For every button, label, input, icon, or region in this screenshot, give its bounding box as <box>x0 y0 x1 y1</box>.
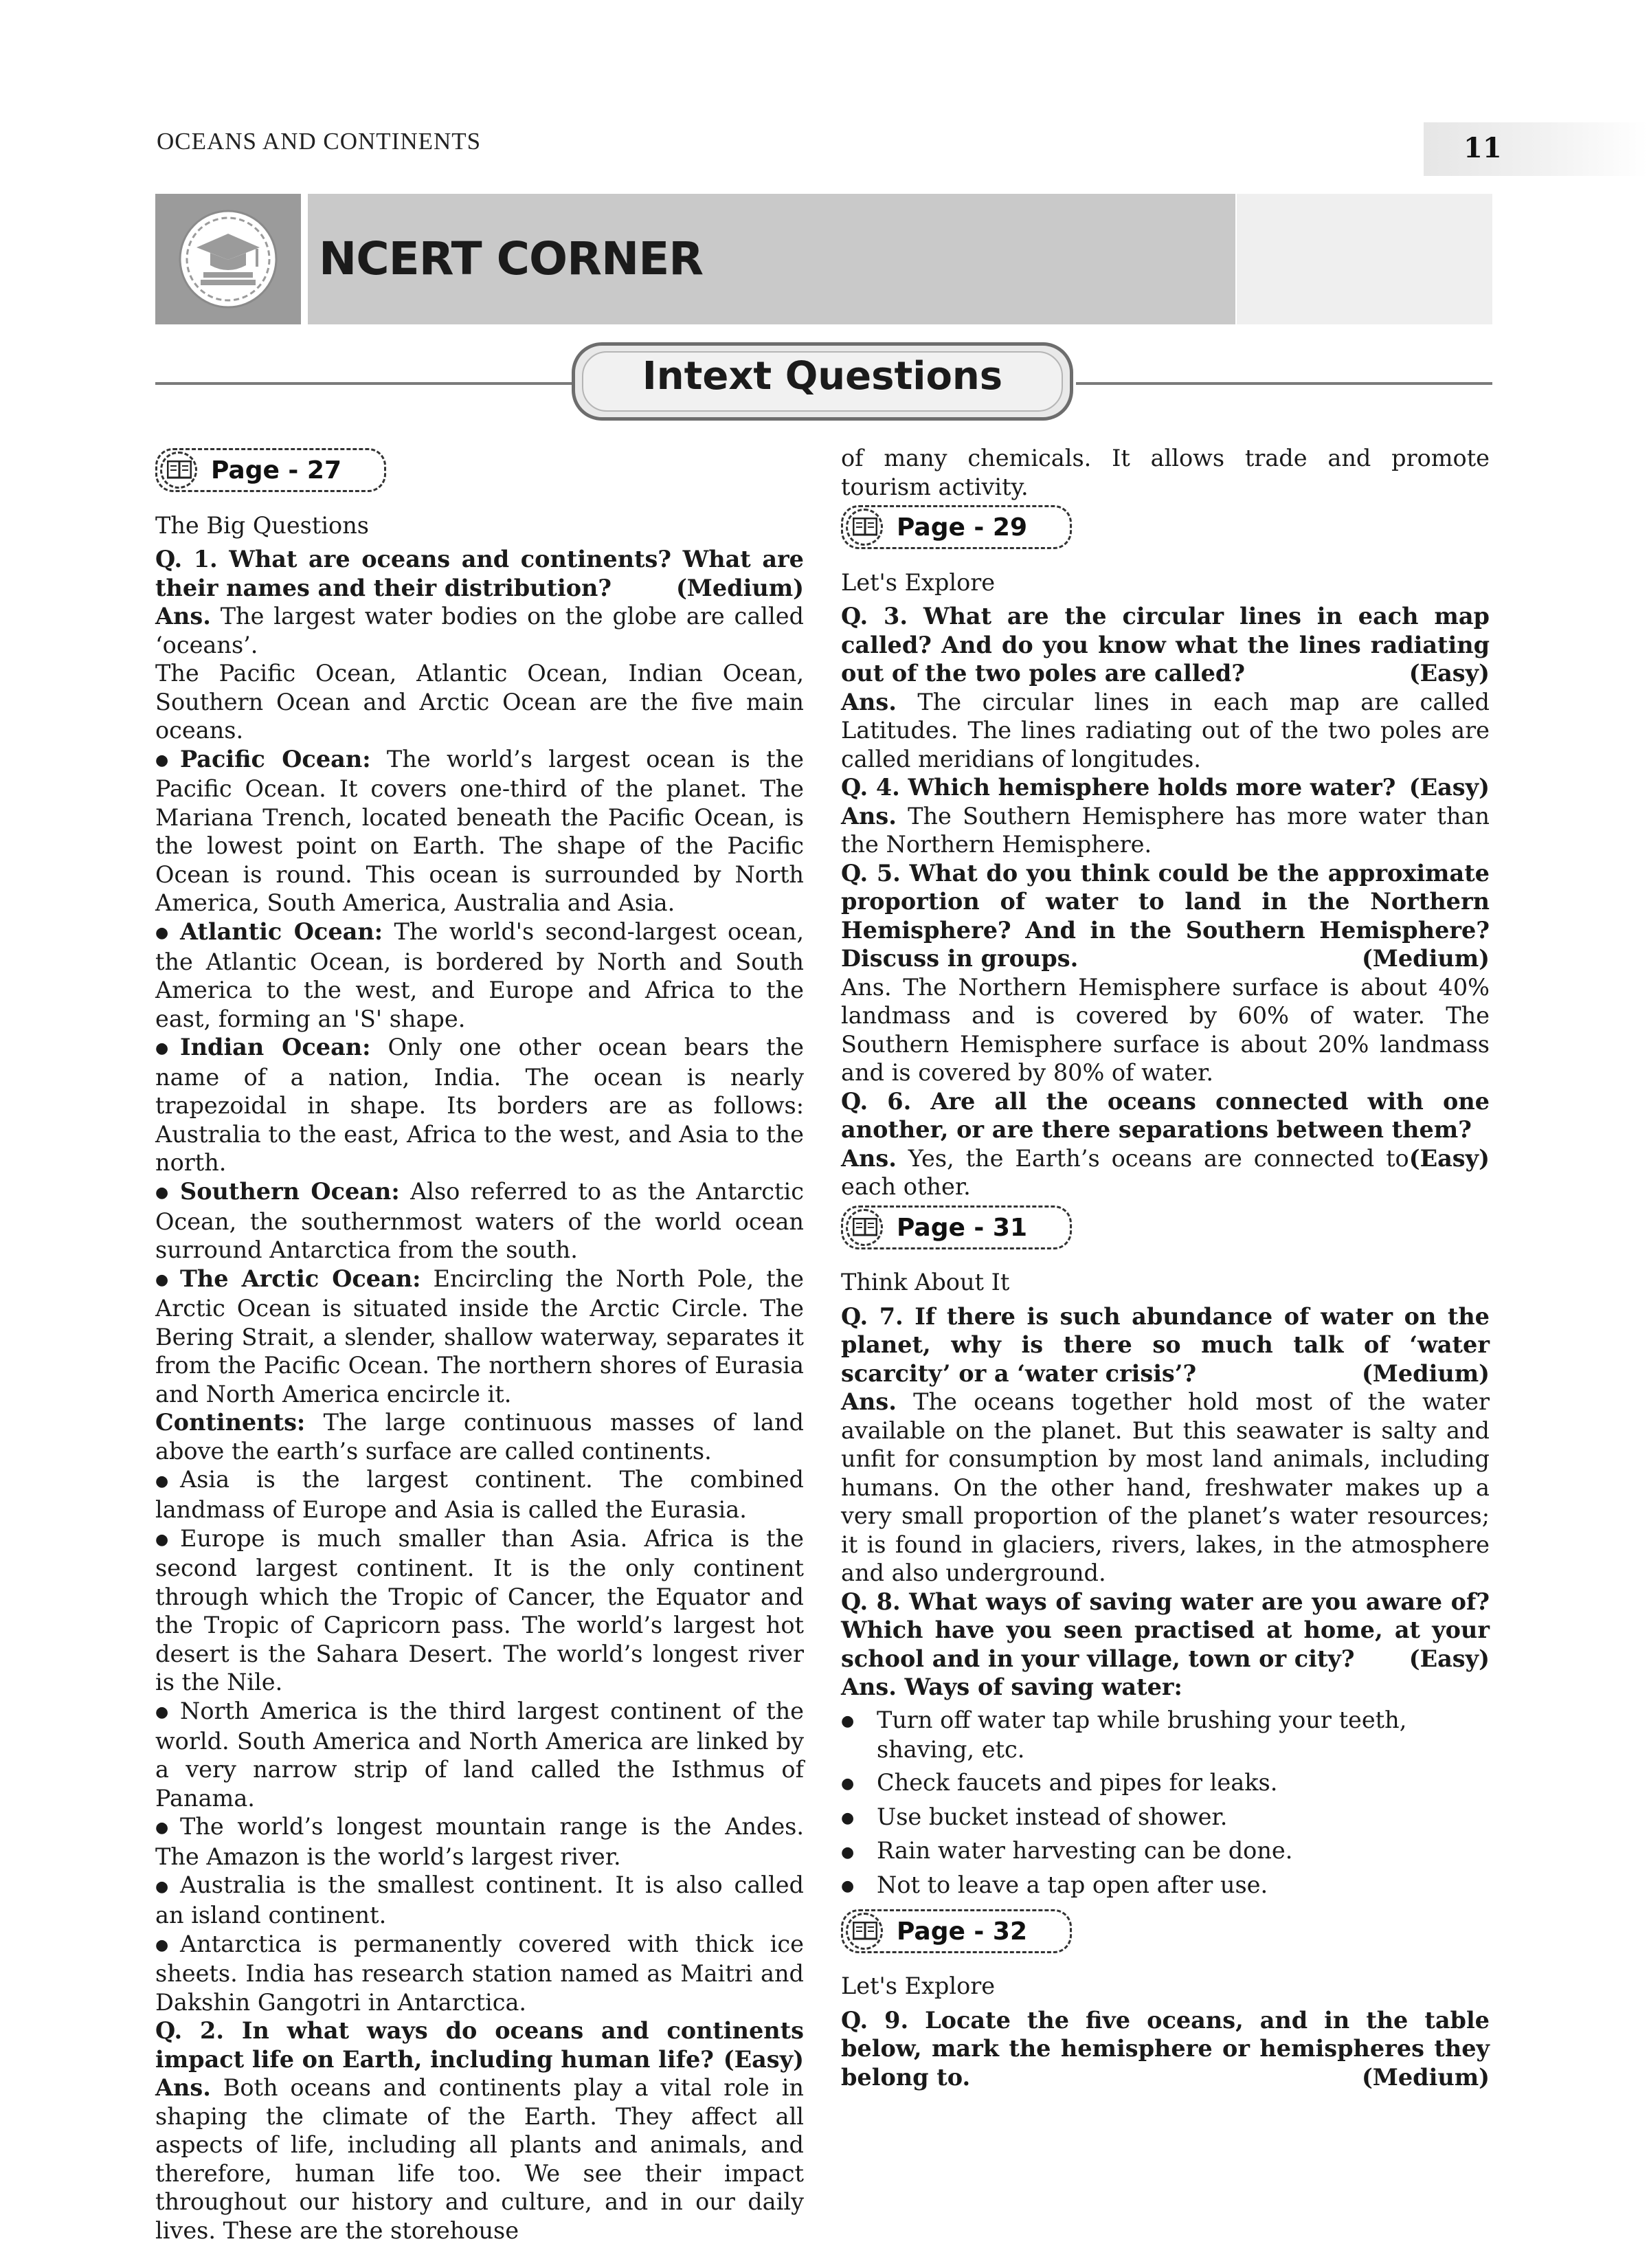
question-9 <box>841 2006 1490 2092</box>
subheading: Think About It <box>841 1269 1010 1296</box>
question-text: Q. 9. Locate the five oceans, and in the table below, mark the hemisphere or hemispheres they belong to. <box>841 2006 1490 2091</box>
bullet-icon: ● <box>155 1936 169 1954</box>
open-book-icon <box>160 452 197 489</box>
bullet-icon: ● <box>155 924 169 942</box>
list-item-text: Use bucket instead of shower. <box>877 1803 1228 1830</box>
bullet-text: The world's second-largest ocean, the Atlantic Ocean, is bordered by North and South America to the west, and Europe and Africa to the east, forming an 'S' shape. <box>155 918 804 1032</box>
bullet-label: Indian Ocean: <box>180 1034 371 1060</box>
bullet-europe <box>155 1524 804 1697</box>
difficulty-label: (Easy) <box>1409 1645 1490 1672</box>
list-item-text: Rain water harvesting can be done. <box>877 1837 1293 1865</box>
bullet-text: The world’s largest ocean is the Pacific Ocean. It covers one-third of the planet. The Mariana Trench, located beneath the Pacific Ocean, is the lowest point on Earth. The shape of the Pacific Ocean is round. This ocean is surrounded by North America, South America, Australia and Asia. <box>155 745 804 917</box>
difficulty-label: (Medium) <box>1361 945 1490 972</box>
question-text: Q. 6. Are all the oceans connected with one another, or are there separations between them? <box>841 1087 1490 1143</box>
difficulty-label: (Medium) <box>1361 1359 1490 1387</box>
open-book-icon <box>846 1913 883 1950</box>
divider-right <box>1076 382 1492 385</box>
bullet-icon: ● <box>841 1712 855 1730</box>
banner-tail <box>1237 194 1492 324</box>
list-item <box>841 1706 1490 1764</box>
page-tag-label: Page - 32 <box>897 1917 1028 1946</box>
bullet-text: The world’s longest mountain range is the Andes. The Amazon is the world’s largest river. <box>155 1813 804 1870</box>
difficulty-label: (Medium) <box>1361 2063 1490 2091</box>
bullet-icon: ● <box>841 1878 855 1895</box>
list-item-text: Turn off water tap while brushing your teeth, shaving, etc. <box>877 1706 1407 1764</box>
bullet-icon: ● <box>155 751 169 769</box>
bullet-antarctica <box>155 1930 804 2017</box>
page-number: 11 <box>1463 132 1502 164</box>
subheading: Let's Explore <box>841 568 996 596</box>
list-item <box>841 1871 1490 1901</box>
question-4 <box>841 773 1490 802</box>
question-text: Q. 4. Which hemisphere holds more water? <box>841 774 1396 801</box>
bullet-andes <box>155 1812 804 1871</box>
section-heading-pill <box>572 342 1073 421</box>
answer-7 <box>841 1388 1490 1588</box>
answer-text: The circular lines in each map are called Latitudes. The lines radiating out of the two poles are called meridians of longitudes. <box>841 688 1490 772</box>
answer-paragraph: The Pacific Ocean, Atlantic Ocean, Indian Ocean, Southern Ocean and Arctic Ocean are the five main oceans. <box>155 660 804 744</box>
bullet-arctic <box>155 1265 804 1409</box>
continents-label: Continents: <box>155 1409 306 1436</box>
answer-3 <box>841 688 1490 774</box>
answer-text: Yes, the Earth’s oceans are connected to each other. <box>841 1144 1409 1200</box>
question-text: Q. 3. What are the circular lines in each map called? And do you know what the lines radiating out of the two poles are called? <box>841 603 1490 687</box>
continents-paragraph <box>155 1408 804 1465</box>
answer-text: The largest water bodies on the globe are called ‘oceans’. <box>155 603 804 658</box>
question-8 <box>841 1588 1490 1674</box>
continents-text: The large continuous masses of land above the earth’s surface are called continents. <box>155 1409 804 1465</box>
right-column <box>841 444 1490 2091</box>
answer-text: The oceans together hold most of the water available on the planet. But this seawater is salty and unfit for consumption by most land animals, including humans. On the other hand, freshwater makes up a very small proportion of the planet’s water resources; it is found in glaciers, rivers, lakes, in the atmosphere and also underground. <box>841 1388 1490 1586</box>
bullet-text: Asia is the largest continent. The combined landmass of Europe and Asia is called the Eurasia. <box>155 1466 804 1523</box>
bullet-icon: ● <box>841 1775 855 1792</box>
bullet-icon: ● <box>155 1878 169 1895</box>
page-tag-label: Page - 27 <box>211 456 342 485</box>
difficulty-label: (Easy) <box>723 2045 804 2073</box>
list-item-text: Not to leave a tap open after use. <box>877 1871 1268 1898</box>
bullet-icon: ● <box>155 1472 169 1490</box>
page-tag <box>841 1909 1072 1953</box>
answer-label: Ans. <box>841 1144 897 1172</box>
answer-label: Ans. <box>841 802 897 830</box>
bullet-australia <box>155 1871 804 1929</box>
difficulty-label: (Easy) <box>1409 660 1490 687</box>
bullet-atlantic <box>155 918 804 1033</box>
answer-label: Ans. <box>841 1388 897 1415</box>
list-item <box>841 1803 1490 1833</box>
bullet-icon: ● <box>155 1531 169 1548</box>
open-book-icon <box>846 509 883 546</box>
section-title: Intext Questions <box>642 354 1003 399</box>
answer-text: Both oceans and continents play a vital role in shaping the climate of the Earth. They affect all aspects of life, including all plants and animals, and therefore, human life too. We see their impact throughout our history and culture, and in our daily lives. These are the storehouse <box>155 2074 804 2244</box>
list-item <box>841 1768 1490 1799</box>
subheading: The Big Questions <box>155 511 369 539</box>
banner-title: NCERT CORNER <box>319 232 704 285</box>
question-3 <box>841 602 1490 688</box>
answer-5: Ans. The Northern Hemisphere surface is about 40% landmass and is covered by 60% of water. The Southern Hemisphere surface is about 20% landmass and is covered by 80% of water. <box>841 973 1490 1086</box>
bullet-icon: ● <box>155 1040 169 1058</box>
banner-logo <box>155 194 301 324</box>
answer-label: Ans. <box>841 688 897 715</box>
saving-water-list <box>841 1706 1490 1901</box>
question-7 <box>841 1302 1490 1388</box>
difficulty-label: (Medium) <box>675 574 804 601</box>
question-2 <box>155 2016 804 2074</box>
question-text: Q. 8. What ways of saving water are you aware of? Which have you seen practised at home, at your school and in your village, town or city? <box>841 1588 1490 1672</box>
question-text: Q. 1. What are oceans and continents? What are their names and their distribution? <box>155 546 804 601</box>
question-text: Q. 5. What do you think could be the approximate proportion of water to land in the Northern Hemisphere? And in the Southern Hemisphere? Discuss in groups. <box>841 859 1490 972</box>
bullet-text: Antarctica is permanently covered with thick ice sheets. India has research station named as Maitri and Dakshin Gangotri in Antarctica. <box>155 1930 804 2016</box>
answer-label: Ans. <box>155 2074 211 2102</box>
left-column <box>155 444 804 2245</box>
page-tag <box>155 448 386 492</box>
answer-label: Ans. <box>155 603 211 630</box>
page-tag-label: Page - 31 <box>897 1213 1028 1242</box>
answer-8-heading: Ans. Ways of saving water: <box>841 1674 1182 1700</box>
bullet-southern <box>155 1177 804 1265</box>
question-5 <box>841 859 1490 973</box>
bullet-text: Encircling the North Pole, the Arctic Ocean is situated inside the Arctic Circle. The Bering Strait, a slender, shallow waterway, separates it from the Pacific Ocean. The northern shores of Eurasia and North America encircle it. <box>155 1265 804 1408</box>
bullet-icon: ● <box>155 1819 169 1837</box>
answer-text: The Southern Hemisphere has more water than the Northern Hemisphere. <box>841 802 1490 858</box>
bullet-label: Atlantic Ocean: <box>180 918 383 945</box>
list-item-text: Check faucets and pipes for leaks. <box>877 1768 1278 1796</box>
bullet-icon: ● <box>841 1809 855 1827</box>
bullet-label: Pacific Ocean: <box>180 745 371 772</box>
question-text: Q. 2. In what ways do oceans and continents impact life on Earth, including human life? <box>155 2017 804 2073</box>
bullet-text: North America is the third largest continent of the world. South America and North America are linked by a very narrow strip of land called the Isthmus of Panama. <box>155 1697 804 1812</box>
bullet-indian <box>155 1033 804 1177</box>
subheading: Let's Explore <box>841 1972 996 2000</box>
bullet-label: The Arctic Ocean: <box>180 1265 421 1292</box>
bullet-text: Australia is the smallest continent. It is also called an island continent. <box>155 1871 804 1928</box>
page-number-box <box>1424 122 1648 176</box>
list-item <box>841 1836 1490 1867</box>
bullet-icon: ● <box>155 1704 169 1721</box>
divider-left <box>155 382 572 385</box>
graduation-cap-book-icon <box>176 209 280 309</box>
page-tag <box>841 1205 1072 1249</box>
page-tag <box>841 505 1072 549</box>
bullet-asia <box>155 1465 804 1524</box>
bullet-icon: ● <box>155 1184 169 1201</box>
bullet-text: Also referred to as the Antarctic Ocean, the southernmost waters of the world ocean surround Antarctica from the south. <box>155 1177 804 1263</box>
bullet-label: Southern Ocean: <box>180 1177 400 1205</box>
question-1 <box>155 545 804 602</box>
answer-6 <box>841 1144 1490 1201</box>
bullet-icon: ● <box>155 1271 169 1289</box>
answer-2 <box>155 2074 804 2245</box>
running-head: OCEANS AND CONTINENTS <box>157 128 482 155</box>
answer-1 <box>155 602 804 659</box>
bullet-north-america <box>155 1697 804 1812</box>
question-text: Q. 7. If there is such abundance of water on the planet, why is there so much talk of ‘water scarcity’ or a ‘water crisis’? <box>841 1302 1490 1387</box>
bullet-text: Only one other ocean bears the name of a nation, India. The ocean is nearly trapezoidal in shape. Its borders are as follows: Australia to the east, Africa to the west, and Asia to the north. <box>155 1034 804 1177</box>
answer-2-continued: of many chemicals. It allows trade and promote tourism activity. <box>841 445 1490 500</box>
page-tag-label: Page - 29 <box>897 513 1028 542</box>
difficulty-label: (Easy) <box>1409 1144 1490 1172</box>
answer-4 <box>841 802 1490 859</box>
bullet-text: Europe is much smaller than Asia. Africa is the second largest continent. It is the only continent through which the Tropic of Cancer, the Equator and the Tropic of Capricorn pass. The world’s largest hot desert is the Sahara Desert. The world’s longest river is the Nile. <box>155 1524 804 1696</box>
bullet-icon: ● <box>841 1843 855 1861</box>
difficulty-label: (Easy) <box>1409 774 1490 801</box>
open-book-icon <box>846 1209 883 1246</box>
bullet-pacific <box>155 745 804 918</box>
